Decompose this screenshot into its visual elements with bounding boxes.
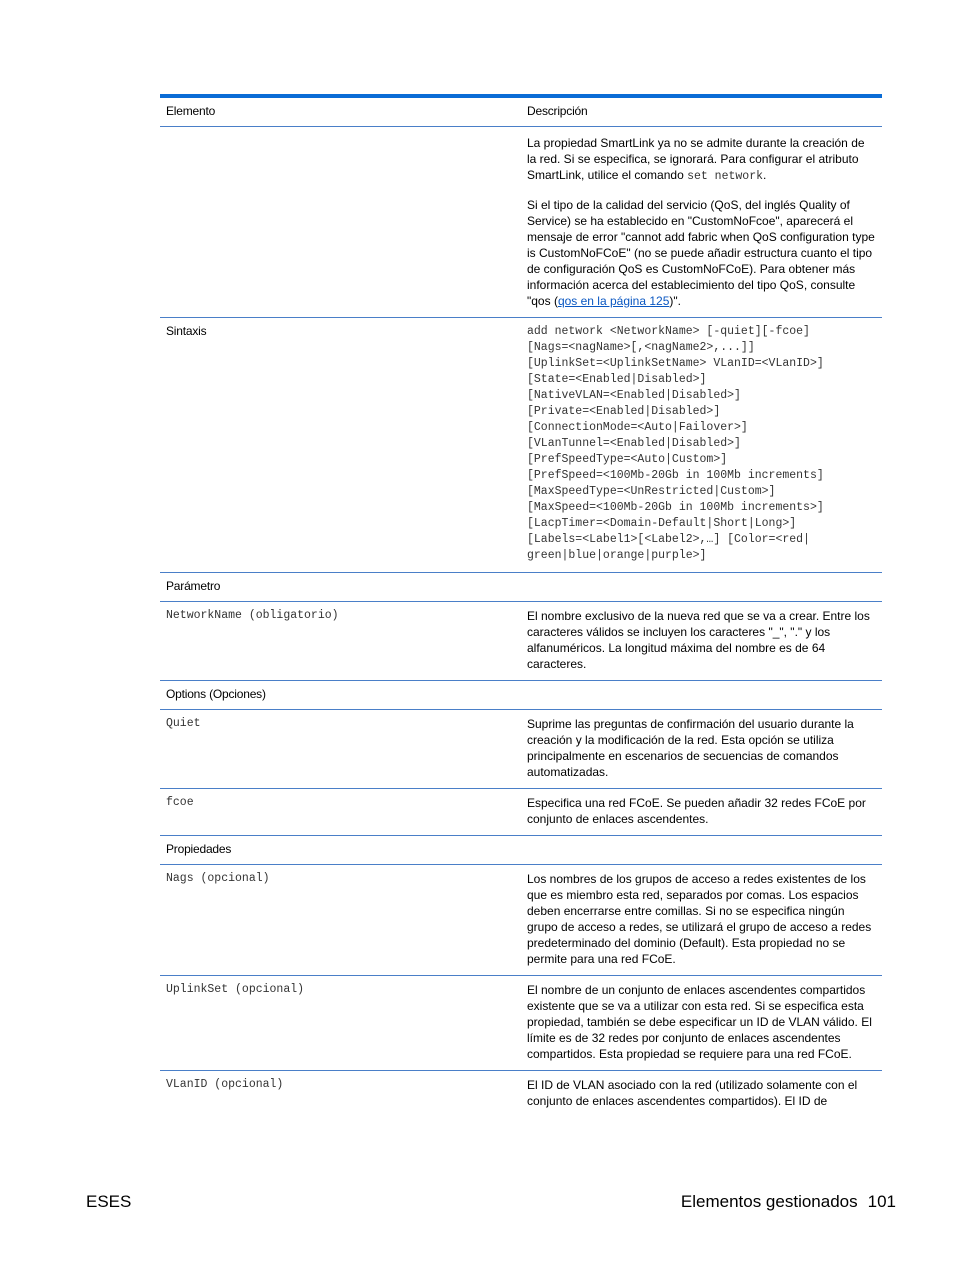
command-table — [160, 94, 882, 1117]
parameter-description: El nombre exclusivo de la nueva red que se va a crear. Entre los caracteres válidos se incluyen los caracteres "_", "." y los alfanuméricos. La longitud máxima del nombre es de 64 caracteres. — [527, 609, 870, 671]
parameter-description: Suprime las preguntas de confirmación del usuario durante la creación y la modificación de la red. Esta opción se utiliza principalmente en escenarios de secuencias de comandos automatizadas. — [527, 717, 854, 779]
footer-section-title: Elementos gestionados — [680, 1192, 858, 1211]
parameter-description: El ID de VLAN asociado con la red (utilizado solamente con el conjunto de enlaces ascendentes compartidos). El ID de — [527, 1078, 858, 1108]
smartlink-paragraph: La propiedad SmartLink ya no se admite durante la creación de la red. Si se especifica, se ignorará. Para configurar el atributo SmartLink, utilice el comando set network. — [527, 136, 865, 183]
syntax-line: [VLanTunnel=<Enabled|Disabled>] — [527, 437, 741, 450]
syntax-line: [State=<Enabled|Disabled>] — [527, 373, 707, 386]
table-row — [160, 710, 882, 789]
set-network-code: set network — [687, 170, 763, 183]
empty-cell — [160, 129, 521, 317]
syntax-line: [UplinkSet=<UplinkSetName> VLanID=<VLanID>] — [527, 357, 824, 370]
syntax-code-block — [521, 318, 882, 572]
section-title: Propiedades — [166, 842, 232, 856]
empty-cell — [521, 681, 882, 709]
parameter-name: Nags (opcional) — [166, 872, 270, 885]
table-row — [160, 976, 882, 1071]
parameter-description: Los nombres de los grupos de acceso a redes existentes de los que es miembro esta red, separados por comas. Los espacios deben encerrarse entre comillas. Si no se especifica ningún grupo de acceso a redes, se utilizará el grupo de acceso a redes predeterminado del dominio (Default). Esta propiedad no se permite para una red FCoE. — [527, 872, 872, 966]
table-row — [160, 1071, 882, 1117]
header-elemento: Elemento — [166, 104, 216, 118]
table-row — [160, 602, 882, 681]
footer-page-number: 101 — [867, 1192, 896, 1211]
table-sections — [160, 573, 882, 1117]
syntax-line: [PrefSpeed=<100Mb-20Gb in 100Mb increments] — [527, 469, 824, 482]
syntax-line: [MaxSpeedType=<UnRestricted|Custom>] — [527, 485, 776, 498]
syntax-line: [ConnectionMode=<Auto|Failover>] — [527, 421, 748, 434]
table-row-syntax — [160, 318, 882, 573]
parameter-description: El nombre de un conjunto de enlaces ascendentes compartidos existente que se va a utilizar con esta red. Si se especifica esta propiedad, también se debe especificar un ID de VLAN válido. El límite es de 32 redes por conjunto de enlaces ascendentes compartidos. Esta propiedad se requiere para una red FCoE. — [527, 983, 872, 1061]
section-title: Options (Opciones) — [166, 687, 266, 701]
notes-cell — [521, 129, 882, 317]
syntax-line: [LacpTimer=<Domain-Default|Short|Long>] — [527, 517, 797, 530]
parameter-name: UplinkSet (opcional) — [166, 983, 305, 996]
syntax-line: [MaxSpeed=<100Mb-20Gb in 100Mb increments>] — [527, 501, 824, 514]
section-header-row — [160, 681, 882, 710]
section-header-row — [160, 836, 882, 865]
table-row — [160, 865, 882, 976]
syntax-line: add network <NetworkName> [-quiet][-fcoe] — [527, 325, 810, 338]
parameter-name: VLanID (opcional) — [166, 1078, 284, 1091]
footer-page-info — [671, 1192, 896, 1212]
section-header-row — [160, 573, 882, 602]
syntax-label: Sintaxis — [166, 324, 207, 338]
qos-paragraph: Si el tipo de la calidad del servicio (QoS, del inglés Quality of Service) se ha establecido en "CustomNoFcoe", aparecerá el mensaje de error "cannot add fabric when QoS configuration type is CustomNoFCoE" (no se puede añadir estructura cuanto el tipo de configuración QoS es CustomNoFCoE). Para obtener más información acerca del establecimiento del tipo QoS, consulte "qos (qos en la página 125)". — [527, 198, 875, 308]
empty-cell — [521, 573, 882, 601]
syntax-line: [Nags=<nagName>[,<nagName2>,...]] — [527, 341, 755, 354]
table-row-notes — [160, 127, 882, 318]
table-header-row — [160, 98, 882, 127]
syntax-line: [Labels=<Label1>[<Label2>,…] [Color=<red| — [527, 533, 810, 546]
qos-page-link[interactable]: qos en la página 125 — [557, 294, 670, 308]
table-row — [160, 789, 882, 836]
header-descripcion: Descripción — [527, 104, 588, 118]
parameter-description: Especifica una red FCoE. Se pueden añadir 32 redes FCoE por conjunto de enlaces ascendentes. — [527, 796, 866, 826]
footer-locale: ESES — [86, 1192, 132, 1211]
syntax-line: green|blue|orange|purple>] — [527, 549, 707, 562]
empty-cell — [521, 836, 882, 864]
syntax-line: [PrefSpeedType=<Auto|Custom>] — [527, 453, 728, 466]
parameter-name: NetworkName (obligatorio) — [166, 609, 339, 622]
section-title: Parámetro — [166, 579, 221, 593]
parameter-name: Quiet — [166, 717, 201, 730]
syntax-line: [NativeVLAN=<Enabled|Disabled>] — [527, 389, 741, 402]
syntax-line: [Private=<Enabled|Disabled>] — [527, 405, 721, 418]
parameter-name: fcoe — [166, 796, 194, 809]
